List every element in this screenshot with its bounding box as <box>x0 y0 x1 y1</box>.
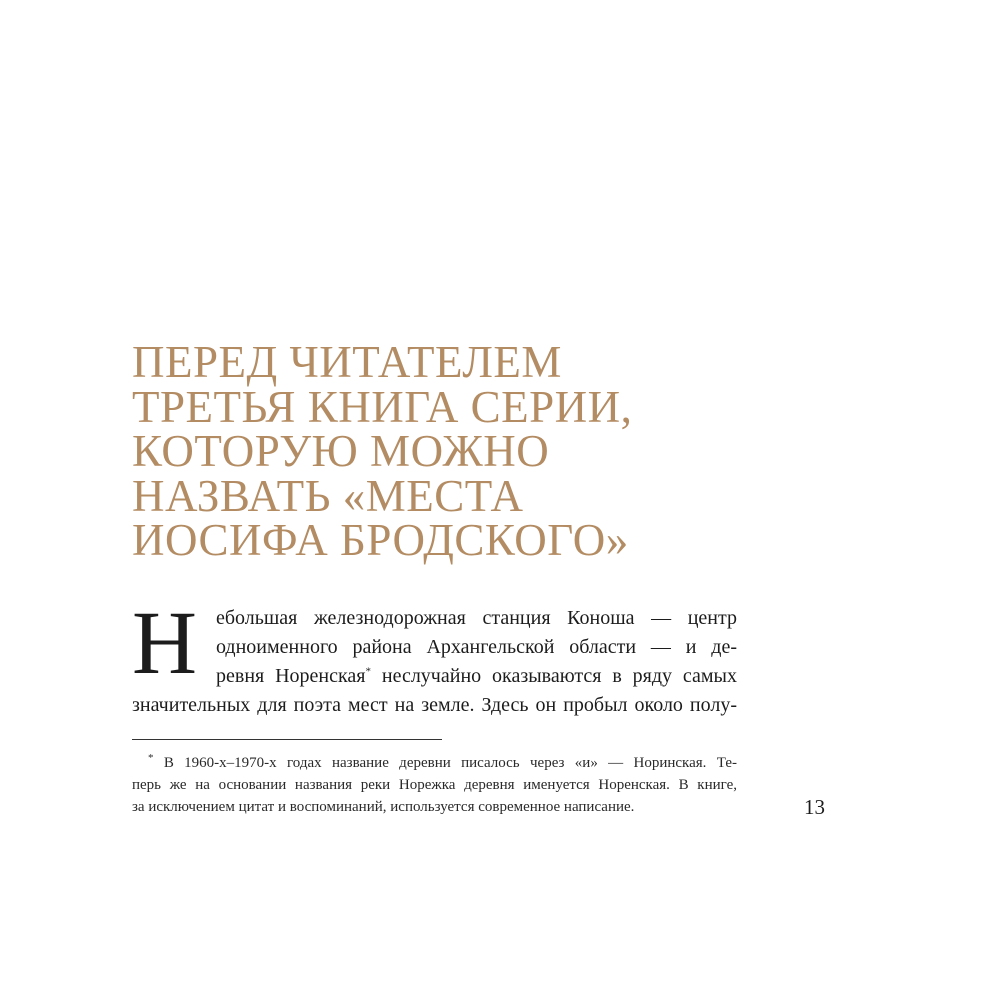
heading-line-2: ТРЕТЬЯ КНИГА СЕРИИ, <box>132 381 633 432</box>
heading-line-4: НАЗВАТЬ «МЕСТА <box>132 470 524 521</box>
heading-line-3: КОТОРУЮ МОЖНО <box>132 426 550 476</box>
heading-line-1: ПЕРЕД ЧИТАТЕЛЕМ <box>132 337 562 387</box>
body-line-3-end: неслучайно оказываются в ряду самых <box>371 665 737 687</box>
body-paragraph <box>132 594 737 720</box>
footnote-line-3: за исключением цитат и воспоминаний, используется современное написание. <box>132 799 635 815</box>
drop-cap: Н <box>132 594 197 693</box>
footnote-line-1-text: В 1960-х–1970-х годах название деревни писалось через «и» — Норинская. Те- <box>153 755 737 771</box>
chapter-heading <box>132 337 692 565</box>
heading-line-5: ИОСИФА БРОДСКОГО» <box>132 515 629 565</box>
body-line-2: одноименного района Архангельской области — и де- <box>216 636 737 658</box>
footnote-mark: * <box>148 752 154 764</box>
page-number: 13 <box>804 795 825 819</box>
body-line-3-start: ревня Норенская <box>216 665 366 687</box>
body-line-4: значительных для поэта мест на земле. Здесь он пробыл около полу- <box>132 694 737 716</box>
footnote-line-2: перь же на основании названия реки Норежка деревня именуется Норенская. В книге, <box>132 777 737 793</box>
footnote-separator <box>132 739 442 740</box>
footnote-reference-mark[interactable]: * <box>365 665 371 678</box>
footnote-line-1 <box>132 752 737 774</box>
body-line-3 <box>132 662 737 691</box>
body-line-1: ебольшая железнодорожная станция Коноша — центр <box>216 607 737 629</box>
footnote <box>132 752 737 818</box>
